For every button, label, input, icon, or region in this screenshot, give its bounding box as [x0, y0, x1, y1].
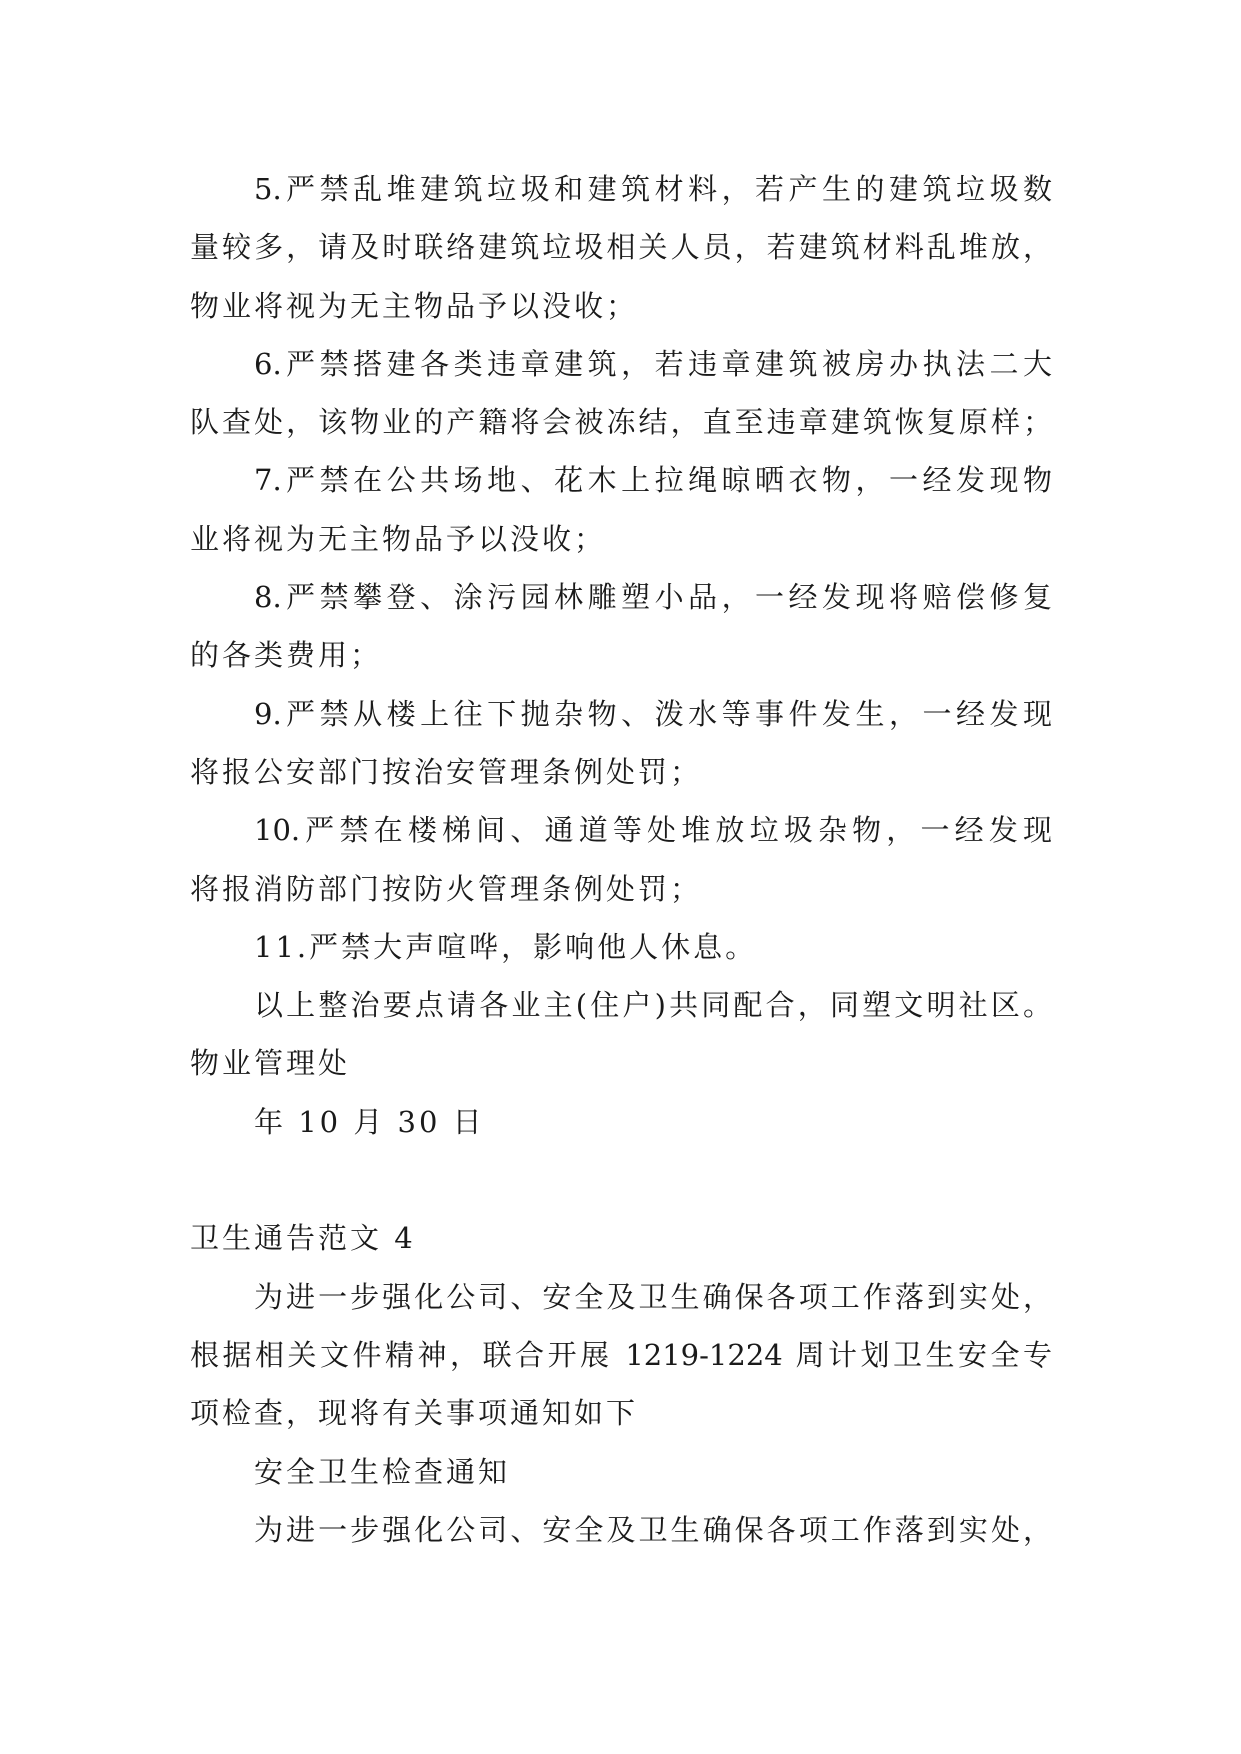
text-line: 以上整治要点请各业主(住户)共同配合，同塑文明社区。: [254, 988, 1052, 1023]
text-line: 项检查，现将有关事项通知如下: [190, 1396, 639, 1431]
section-heading: 卫生通告范文 4: [190, 1221, 416, 1256]
notice-title: 安全卫生检查通知: [254, 1454, 511, 1489]
text-line: 物业将视为无主物品予以没收；: [190, 288, 639, 323]
signature-date: 年 10 月 30 日: [254, 1104, 485, 1139]
text-line: 根据相关文件精神，联合开展 1219-1224 周计划卫生安全专: [190, 1337, 1052, 1372]
text-line: 7.严禁在公共场地、花木上拉绳晾晒衣物，一经发现物: [254, 463, 1052, 498]
text-line: 队查处，该物业的产籍将会被冻结，直至违章建筑恢复原样；: [190, 405, 1052, 440]
document-body: [190, 160, 1052, 1559]
text-line: 业将视为无主物品予以没收；: [190, 521, 607, 556]
text-line: 为进一步强化公司、安全及卫生确保各项工作落到实处，: [254, 1512, 1052, 1547]
text-line: 6.严禁搭建各类违章建筑，若违章建筑被房办执法二大: [254, 346, 1052, 381]
text-line: 量较多，请及时联络建筑垃圾相关人员，若建筑材料乱堆放，: [190, 230, 1052, 265]
text-line: 的各类费用；: [190, 638, 383, 673]
text-line: 8.严禁攀登、涂污园林雕塑小品，一经发现将赔偿修复: [254, 580, 1052, 615]
signature-department: 物业管理处: [190, 1046, 351, 1081]
text-line: 5.严禁乱堆建筑垃圾和建筑材料，若产生的建筑垃圾数: [254, 172, 1052, 206]
blank-line: [190, 1151, 1052, 1209]
text-line: 9.严禁从楼上往下抛杂物、泼水等事件发生，一经发现: [254, 696, 1052, 731]
text-line: 10.严禁在楼梯间、通道等处堆放垃圾杂物，一经发现: [254, 813, 1052, 848]
text-line: 将报消防部门按防火管理条例处罚；: [190, 871, 703, 906]
text-line: 将报公安部门按治安管理条例处罚；: [190, 754, 703, 789]
text-line: 11.严禁大声喧哗，影响他人休息。: [254, 929, 758, 964]
text-line: 为进一步强化公司、安全及卫生确保各项工作落到实处，: [254, 1279, 1052, 1314]
